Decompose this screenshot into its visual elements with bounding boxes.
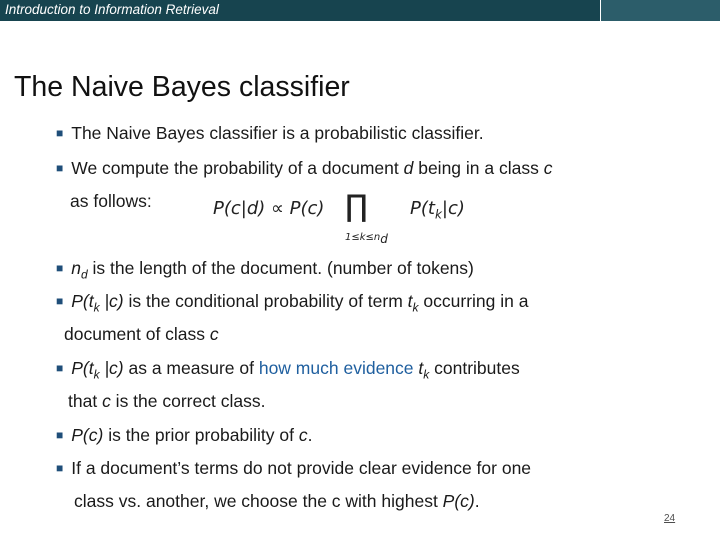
- bullet-marker: ■: [56, 428, 64, 442]
- course-title: Introduction to Information Retrieval: [5, 2, 219, 17]
- bullet-3: ■ $n_d$ is the length of the document. (number of tokens): [56, 258, 474, 282]
- header-accent-block: [601, 0, 720, 21]
- bullet-marker: ■: [56, 161, 64, 175]
- bullet-marker: ■: [56, 126, 64, 140]
- bullet-marker: ■: [56, 461, 64, 475]
- bullet-text: The Naive Bayes classifier is a probabilistic classifier.: [71, 123, 484, 143]
- bullet-5: ■ $P(t_k$ |c) as a measure of how much evidence $t_k$ contributes: [56, 358, 520, 382]
- bullet-6: ■ P(c) is the prior probability of c.: [56, 425, 313, 445]
- formula-lhs: P(c|d) ∝ P(c): [213, 198, 325, 219]
- bullet-2-continuation: as follows:: [70, 191, 152, 211]
- product-symbol: ∏: [345, 189, 368, 224]
- formula-rhs: $P(t_k|c)$: [410, 198, 465, 222]
- bullet-1: [56, 123, 484, 144]
- bullet-7-continuation: class vs. another, we choose the c with highest P(c).: [74, 491, 480, 511]
- bullet-marker: ■: [56, 294, 64, 308]
- bullet-2: ■ We compute the probability of a document d being in a class c: [56, 158, 553, 178]
- bullet-4-continuation: document of class c: [64, 324, 219, 344]
- page-number: 24: [664, 513, 676, 524]
- product-subscript: $1\le k\le n_d$: [345, 232, 388, 246]
- naive-bayes-formula: [213, 189, 465, 246]
- bullet-marker: ■: [56, 261, 64, 275]
- bullet-5-continuation: that c is the correct class.: [68, 391, 266, 411]
- bullet-4: ■ $P(t_k$ |c) is the conditional probability of term $t_k$ occurring in a: [56, 291, 529, 315]
- slide-title: The Naive Bayes classifier: [14, 71, 350, 103]
- highlight-phrase: how much evidence: [258, 358, 414, 378]
- bullet-marker: ■: [56, 361, 64, 375]
- bullet-7: ■ If a document’s terms do not provide clear evidence for one: [56, 458, 532, 478]
